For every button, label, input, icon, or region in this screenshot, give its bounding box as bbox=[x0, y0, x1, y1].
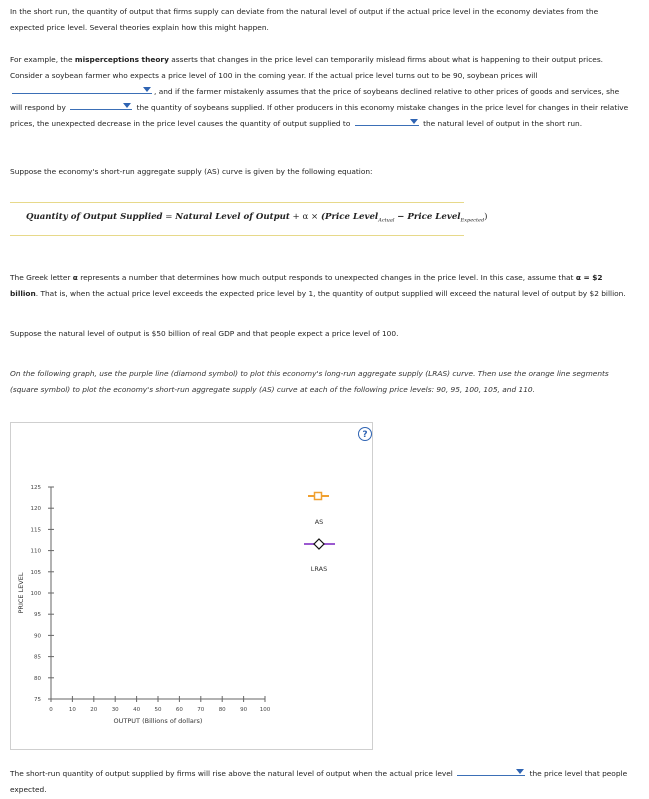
as-equation-intro: Suppose the economy's short-run aggregate supply (AS) curve is given by the following equation: bbox=[10, 167, 373, 176]
y-tick-label: 115 bbox=[30, 527, 41, 534]
eq-lhs: Quantity of Output Supplied bbox=[26, 212, 163, 222]
x-tick-label: 70 bbox=[197, 707, 205, 713]
equation-box bbox=[10, 202, 488, 236]
y-tick-label: 80 bbox=[34, 675, 41, 682]
y-tick-label: 85 bbox=[34, 654, 41, 661]
y-tick-label: 125 bbox=[30, 485, 41, 491]
price-level-comparison-dropdown[interactable] bbox=[457, 766, 525, 776]
lras-legend-tool[interactable] bbox=[304, 539, 335, 549]
misperceptions-paragraph bbox=[10, 52, 630, 132]
as-equation bbox=[26, 212, 488, 224]
greek-text-a: The Greek letter bbox=[10, 273, 71, 282]
eq-sub-expected: Expected bbox=[460, 217, 485, 224]
soybean-price-dropdown[interactable] bbox=[12, 84, 152, 94]
x-tick-label: 80 bbox=[218, 707, 226, 713]
x-axis-label: OUTPUT (Billions of dollars) bbox=[113, 717, 203, 725]
eq-sub-actual: Actual bbox=[378, 217, 395, 224]
p2-text-b: asserts that changes in the price level can temporarily mislead firms about what is happening to their output prices. Consider a soybean farmer who expects a price level of 100 in the coming year. If the actual price level turns out to be 90, soybean prices will bbox=[10, 55, 604, 80]
x-tick-label: 50 bbox=[154, 707, 162, 713]
x-tick-label: 100 bbox=[259, 707, 271, 713]
y-axis-label: PRICE LEVEL bbox=[17, 572, 25, 614]
y-tick-label: 75 bbox=[34, 697, 41, 703]
alpha-symbol: α bbox=[72, 273, 78, 282]
y-tick-label: 105 bbox=[30, 569, 41, 576]
x-tick-label: 20 bbox=[90, 707, 98, 713]
greek-alpha-paragraph bbox=[10, 270, 630, 302]
x-tick-label: 10 bbox=[68, 707, 76, 713]
intro-paragraph: In the short run, the quantity of output that firms supply can deviate from the natural level of output if the actual price level in the economy deviates from the expected price level. Several theories explain how this might happen. bbox=[10, 7, 599, 32]
chevron-down-icon bbox=[143, 87, 151, 92]
y-tick-label: 110 bbox=[30, 548, 41, 555]
y-tick-label: 120 bbox=[30, 506, 41, 513]
eq-price-level: (Price Level bbox=[320, 212, 379, 222]
natural-output-paragraph: Suppose the natural level of output is $50 billion of real GDP and that people expect a price level of 100. bbox=[10, 329, 399, 338]
graph-instructions: On the following graph, use the purple line (diamond symbol) to plot this economy's long-run aggregate supply (LRAS) curve. Then use the orange line segments (square symbol) to plot the economy's short-run aggregate supply (AS) curve at each of the following price levels: 90, 95, 100, 105, and 110. bbox=[10, 369, 609, 394]
as-legend-tool[interactable] bbox=[308, 493, 329, 500]
y-tick-label: 90 bbox=[34, 633, 41, 640]
chevron-down-icon bbox=[123, 103, 131, 108]
eq-close: ) bbox=[484, 212, 488, 222]
greek-text-c: . That is, when the actual price level exceeds the expected price level by 1, the quantity of output supplied will exceed the natural level of output by $2 billion. bbox=[35, 289, 626, 298]
as-legend-label: AS bbox=[314, 518, 324, 526]
final-text-a: The short-run quantity of output supplied by firms will rise above the natural level of output when the actual price level bbox=[10, 769, 453, 778]
x-tick-label: 60 bbox=[175, 707, 183, 713]
graph-panel bbox=[10, 422, 373, 750]
chevron-down-icon bbox=[516, 769, 524, 774]
final-text-b: the price level that people expected. bbox=[10, 769, 628, 794]
p2-text-a: For example, the bbox=[10, 55, 73, 64]
x-tick-label: 90 bbox=[240, 707, 248, 713]
diamond-symbol-icon bbox=[314, 539, 324, 549]
x-tick-label: 40 bbox=[133, 707, 141, 713]
x-tick-label: 0 bbox=[49, 707, 53, 713]
p2-text-c: , and if the farmer mistakenly assumes that the price of soybeans declined relative to other prices of goods and services, she will respond by bbox=[10, 87, 620, 112]
misperceptions-theory-term: misperceptions theory bbox=[74, 55, 169, 64]
eq-equals: = bbox=[165, 212, 173, 222]
eq-plus-alpha: + α × bbox=[292, 212, 319, 222]
p2-text-d: the quantity of soybeans supplied. If other producers in this economy mistake changes in the price level for changes in their relative prices, the unexpected decrease in the price level causes the quantity of output supplied to bbox=[10, 103, 629, 128]
y-tick-label: 95 bbox=[34, 612, 41, 619]
square-symbol-icon bbox=[315, 493, 322, 500]
eq-natural: Natural Level of Output bbox=[175, 212, 290, 222]
farmer-response-dropdown[interactable] bbox=[70, 100, 132, 110]
y-tick-label: 100 bbox=[30, 591, 41, 597]
help-icon[interactable]: ? bbox=[358, 427, 372, 441]
output-supplied-dropdown[interactable] bbox=[355, 116, 419, 126]
chart-svg bbox=[11, 423, 372, 749]
eq-minus: − Price Level bbox=[397, 212, 461, 222]
greek-text-b: represents a number that determines how much output responds to unexpected changes in the price level. In this case, assume that bbox=[80, 273, 574, 282]
chevron-down-icon bbox=[410, 119, 418, 124]
final-question bbox=[10, 766, 630, 798]
p2-text-e: the natural level of output in the short run. bbox=[423, 119, 583, 128]
alpha-value: α = $2 billion bbox=[10, 273, 603, 298]
lras-legend-label: LRAS bbox=[310, 565, 328, 573]
x-tick-label: 30 bbox=[111, 707, 119, 713]
